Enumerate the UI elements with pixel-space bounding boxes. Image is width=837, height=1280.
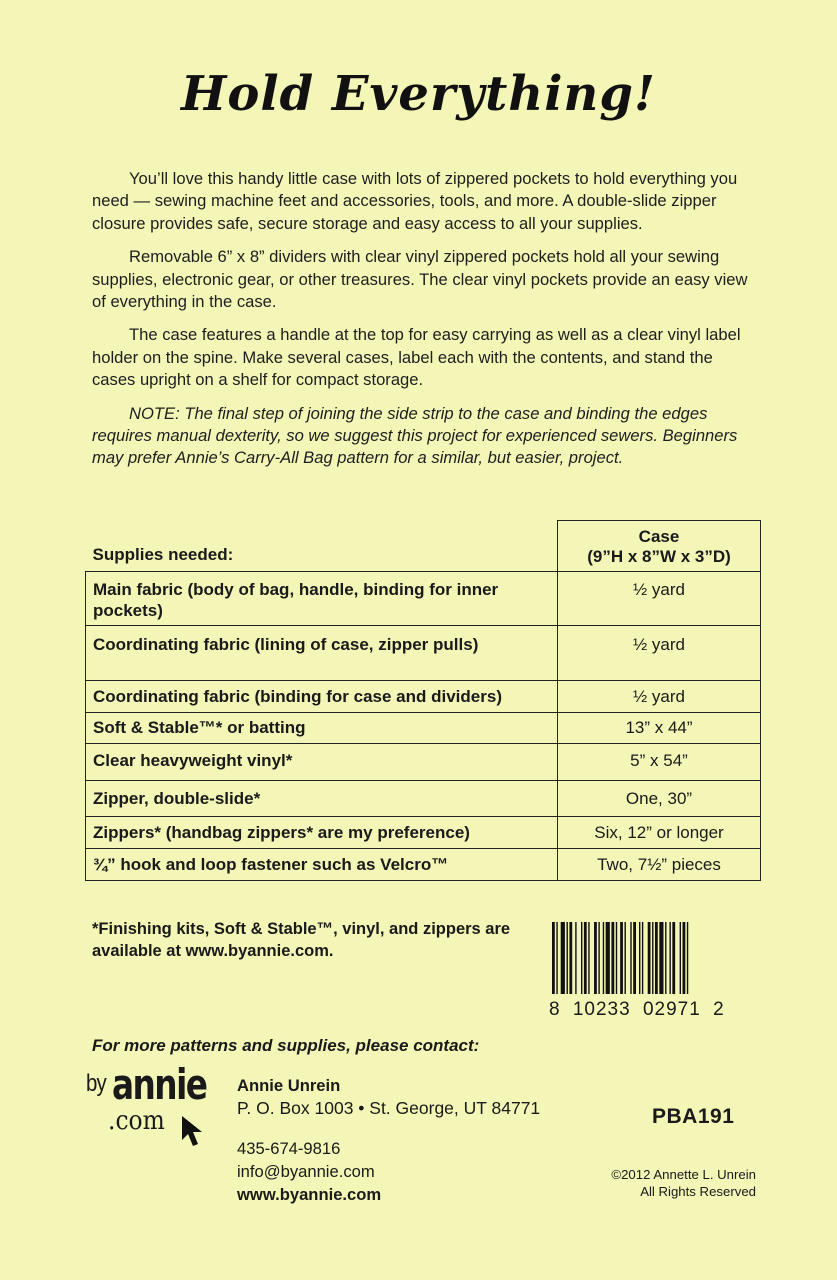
rights-line: All Rights Reserved <box>640 1184 756 1199</box>
supplies-needed-label: Supplies needed: <box>86 521 558 572</box>
supply-amount: ½ yard <box>558 681 761 713</box>
page-title: Hold Everything! <box>181 66 656 122</box>
intro-paragraph: Removable 6” x 8” dividers with clear vinyl zippered pockets hold all your sewing supplies, electronic gear, or other treasures. The clear vinyl pockets provide an easy view of everything in the case. <box>92 247 748 312</box>
logo-by: by <box>86 1070 106 1097</box>
table-row <box>86 781 761 817</box>
email-address: info@byannie.com <box>237 1162 375 1181</box>
table-row <box>86 817 761 849</box>
table-row <box>86 744 761 781</box>
table-row <box>86 849 761 881</box>
intro-paragraph: You’ll love this handy little case with lots of zippered pockets to hold everything you need — sewing machine feet and accessories, tools, and more. A double-slide zipper closure provides safe, secure storage and easy access to all your supplies. <box>92 169 738 233</box>
contact-heading: For more patterns and supplies, please contact: <box>92 1036 480 1055</box>
case-column-header <box>558 521 761 572</box>
supply-item: Zipper, double-slide* <box>86 781 558 817</box>
supply-item: Main fabric (body of bag, handle, binding for inner pockets) <box>86 572 558 626</box>
contact-name: Annie Unrein <box>237 1076 341 1095</box>
supply-item: ¾” hook and loop fastener such as Velcro™ <box>86 849 558 881</box>
table-row <box>86 572 761 626</box>
byannie-logo <box>86 1060 226 1158</box>
supply-item: Clear heavyweight vinyl* <box>86 744 558 781</box>
supply-amount: 5” x 54” <box>558 744 761 781</box>
barcode-icon <box>552 922 748 994</box>
supply-amount: ½ yard <box>558 626 761 681</box>
supply-item: Coordinating fabric (lining of case, zipper pulls) <box>86 626 558 681</box>
table-row <box>86 681 761 713</box>
barcode-number: 8 10233 02971 2 <box>549 999 725 1020</box>
supply-amount: Two, 7½” pieces <box>558 849 761 881</box>
phone-number: 435-674-9816 <box>237 1139 341 1158</box>
pattern-code: PBA191 <box>652 1105 735 1128</box>
mailing-address <box>237 1074 540 1120</box>
table-row <box>86 626 761 681</box>
supply-item: Coordinating fabric (binding for case and dividers) <box>86 681 558 713</box>
supply-item: Zippers* (handbag zippers* are my preference) <box>86 817 558 849</box>
table-header-row <box>86 521 761 572</box>
supply-amount: Six, 12” or longer <box>558 817 761 849</box>
case-column-size: (9”H x 8”W x 3”D) <box>587 547 731 566</box>
supply-amount: 13” x 44” <box>558 713 761 744</box>
intro-paragraph: The case features a handle at the top for easy carrying as well as a clear vinyl label holder on the spine. Make several cases, label each with the contents, and stand the cases upright on a shelf for compact storage. <box>92 325 741 390</box>
logo-com: .com <box>108 1106 165 1136</box>
contact-details <box>237 1137 381 1206</box>
cursor-arrow-icon <box>180 1114 208 1150</box>
copyright-line: ©2012 Annette L. Unrein <box>611 1167 756 1182</box>
logo-annie: annie <box>112 1060 207 1109</box>
table-row <box>86 713 761 744</box>
case-column-title: Case <box>638 527 680 546</box>
supply-amount: One, 30” <box>558 781 761 817</box>
supply-item: Soft & Stable™* or batting <box>86 713 558 744</box>
website-link[interactable]: www.byannie.com <box>237 1185 382 1204</box>
intro-text <box>92 168 756 481</box>
note-paragraph: NOTE: The final step of joining the side strip to the case and binding the edges requires manual dexterity, so we suggest this project for experienced sewers. Beginners may prefer Annie’s Carry-All Bag pattern for a similar, but easier, project. <box>92 403 738 468</box>
supply-amount: ½ yard <box>558 572 761 626</box>
finishing-kits-note: *Finishing kits, Soft & Stable™, vinyl, and zippers are available at www.byannie.com. <box>92 920 511 960</box>
postal-address: P. O. Box 1003 • St. George, UT 84771 <box>237 1098 541 1118</box>
copyright-notice <box>590 1166 756 1200</box>
supplies-table <box>85 520 761 881</box>
